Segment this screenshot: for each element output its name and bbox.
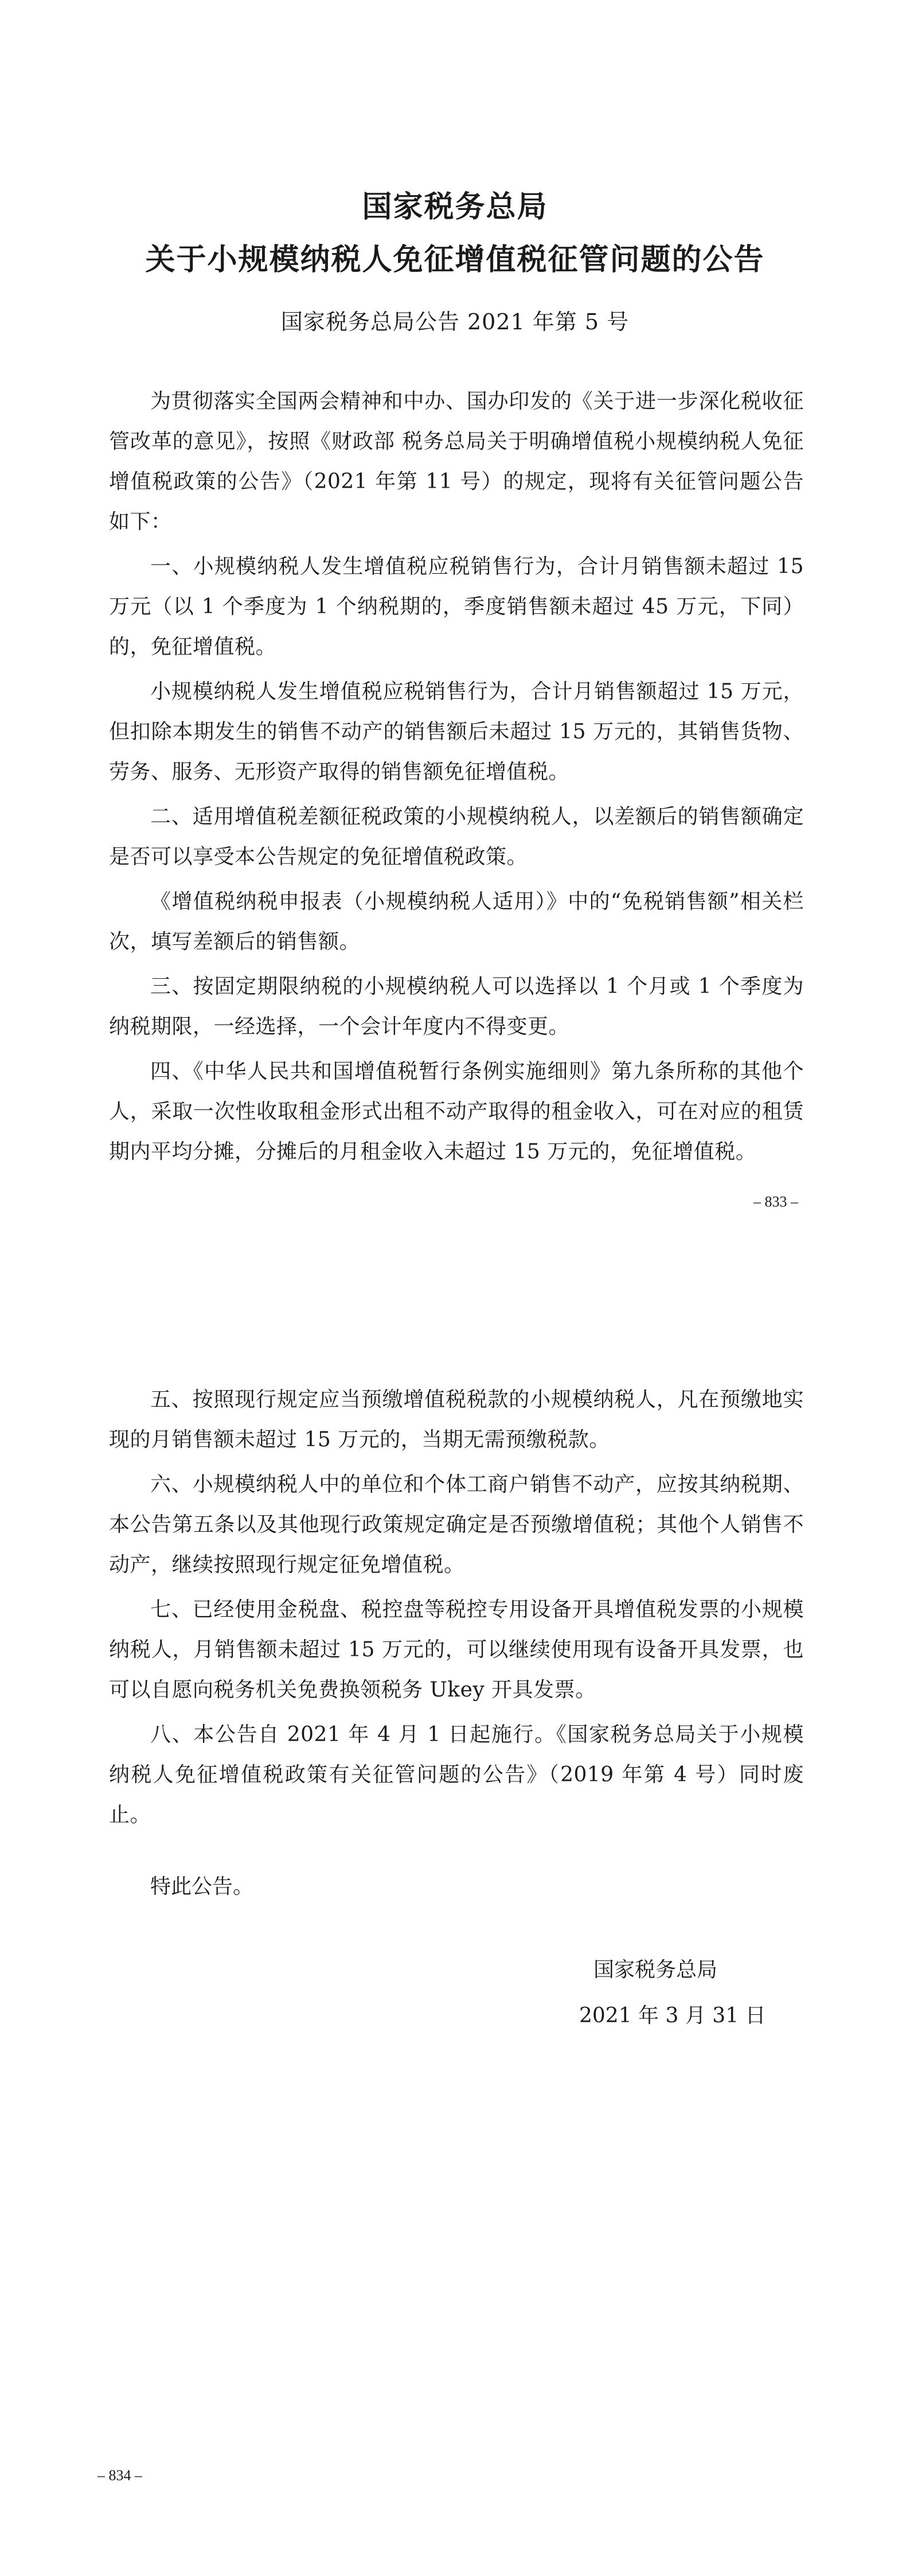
issue-date: 2021 年 3 月 31 日 bbox=[579, 2004, 766, 2028]
paragraph-preamble: 为贯彻落实全国两会精神和中办、国办印发的《关于进一步深化税收征管改革的意见》，按照《财政部 税务总局关于明确增值税小规模纳税人免征增值税政策的公告》（2021 年第 11 号）的规定，现将有关征管问题公告如下： bbox=[109, 390, 804, 534]
paragraph-article-8: 八、本公告自 2021 年 4 月 1 日起施行。《国家税务总局关于小规模纳税人免征增值税政策有关征管问题的公告》（2019 年第 4 号）同时废止。 bbox=[109, 1723, 804, 1827]
page-number: – 834 – bbox=[97, 2467, 142, 2484]
paragraph-article-2: 二、适用增值税差额征税政策的小规模纳税人，以差额后的销售额确定是否可以享受本公告规定的免征增值税政策。 bbox=[109, 805, 804, 869]
paragraph-article-1: 一、小规模纳税人发生增值税应税销售行为，合计月销售额未超过 15 万元（以 1 个季度为 1 个纳税期的，季度销售额未超过 45 万元，下同）的，免征增值税。 bbox=[109, 555, 804, 659]
closing-remark: 特此公告。 bbox=[150, 1875, 254, 1898]
paragraph-article-6: 六、小规模纳税人中的单位和个体工商户销售不动产，应按其纳税期、本公告第五条以及其他现行政策规定确定是否预缴增值税；其他个人销售不动产，继续按照现行规定征免增值税。 bbox=[109, 1473, 804, 1577]
paragraph-article-4: 四、《中华人民共和国增值税暂行条例实施细则》第九条所称的其他个人，采取一次性收取租金形式出租不动产取得的租金收入，可在对应的租赁期内平均分摊，分摊后的月租金收入未超过 15 万元的，免征增值税。 bbox=[109, 1060, 804, 1164]
document-body-part1 bbox=[109, 382, 804, 1177]
paragraph-article-5: 五、按照现行规定应当预缴增值税税款的小规模纳税人，凡在预缴地实现的月销售额未超过 15 万元的，当期无需预缴税款。 bbox=[109, 1388, 804, 1452]
paragraph-article-1-sub: 小规模纳税人发生增值税应税销售行为，合计月销售额超过 15 万元，但扣除本期发生的销售不动产的销售额后未超过 15 万元的，其销售货物、劳务、服务、无形资产取得的销售额免征增值税。 bbox=[109, 680, 804, 784]
paragraph-article-2-sub: 《增值税纳税申报表（小规模纳税人适用）》中的“免税销售额”相关栏次，填写差额后的销售额。 bbox=[109, 890, 804, 954]
issuer-signature: 国家税务总局 bbox=[593, 1958, 718, 1982]
page-834 bbox=[0, 1288, 910, 2576]
document-body-part2 bbox=[109, 1380, 804, 1840]
paragraph-article-7: 七、已经使用金税盘、税控盘等税控专用设备开具增值税发票的小规模纳税人，月销售额未超过 15 万元的，可以继续使用现有设备开具发票，也可以自愿向税务机关免费换领税务 Ukey 开具发票。 bbox=[109, 1598, 804, 1702]
document-number: 国家税务总局公告 2021 年第 5 号 bbox=[280, 309, 630, 334]
page-number: – 833 – bbox=[753, 1193, 798, 1210]
document-title-issuer: 国家税务总局 bbox=[362, 189, 548, 224]
paragraph-article-3: 三、按固定期限纳税的小规模纳税人可以选择以 1 个月或 1 个季度为纳税期限，一经选择，一个会计年度内不得变更。 bbox=[109, 975, 804, 1038]
document-title: 关于小规模纳税人免征增值税征管问题的公告 bbox=[145, 242, 765, 277]
